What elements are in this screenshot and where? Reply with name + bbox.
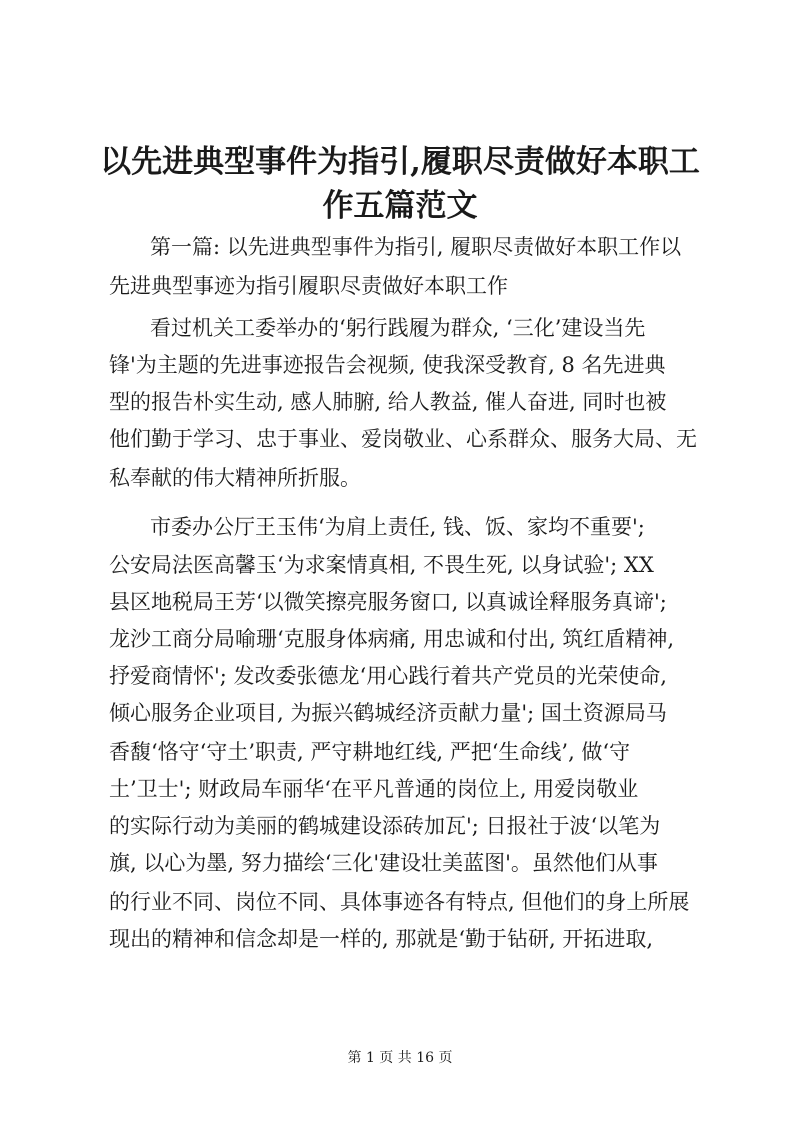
text-line: 型的报告朴实生动, 感人肺腑, 给人教益, 催人奋进, 同时也被 bbox=[109, 390, 667, 414]
text-line: 倾心服务企业项目, 为振兴鹤城经济贡献力量'; 国土资源局马 bbox=[109, 701, 667, 725]
text-line: 锋'为主题的先进事迹报告会视频, 使我深受教育, 8 名先进典 bbox=[109, 353, 666, 377]
document-title-line-1: 以先进典型事件为指引,履职尽责做好本职工 bbox=[100, 144, 700, 180]
text-line: 旗, 以心为墨, 努力描绘‘三化'建设壮美蓝图'。虽然他们从事 bbox=[109, 851, 658, 875]
text-line: 龙沙工商分局喻珊‘克服身体病痛, 用忠诚和付出, 筑红盾精神, bbox=[109, 627, 675, 651]
text-line: 的实际行动为美丽的鹤城建设添砖加瓦'; 日报社于波‘以笔为 bbox=[109, 814, 661, 838]
text-line: 抒爱商情怀'; 发改委张德龙‘用心践行着共产党员的光荣使命, bbox=[109, 664, 667, 688]
text-line: 的行业不同、岗位不同、具体事迹各有特点, 但他们的身上所展 bbox=[109, 890, 690, 914]
page-footer: 第 1 页 共 16 页 bbox=[347, 1050, 453, 1066]
text-line: 私奉献的伟大精神所折服。 bbox=[109, 466, 361, 490]
text-line: 先进典型事迹为指引履职尽责做好本职工作 bbox=[109, 274, 508, 298]
text-line: 现出的精神和信念却是一样的, 那就是‘勤于钻研, 开拓进取, bbox=[109, 927, 654, 951]
text-line: 他们勤于学习、忠于事业、爱岗敬业、心系群众、服务大局、无 bbox=[109, 427, 697, 451]
text-line: 看过机关工委举办的‘躬行践履为群众, ‘三化’建设当先 bbox=[150, 316, 646, 340]
text-line: 第一篇: 以先进典型事件为指引, 履职尽责做好本职工作以 bbox=[150, 235, 682, 259]
text-line: 市委办公厅王玉伟‘为肩上责任, 钱、饭、家均不重要'; bbox=[150, 515, 645, 539]
text-line: 县区地税局王芳‘以微笑擦亮服务窗口, 以真诚诠释服务真谛'; bbox=[109, 590, 667, 614]
text-line: 香馥‘恪守‘守土’职责, 严守耕地红线, 严把‘生命线’, 做‘守 bbox=[109, 740, 631, 764]
text-line: 土’卫士'; 财政局车丽华‘在平凡普通的岗位上, 用爱岗敬业 bbox=[109, 777, 639, 801]
document-title-line-2: 作五篇范文 bbox=[322, 188, 478, 224]
text-line: 公安局法医高馨玉‘为求案情真相, 不畏生死, 以身试验'; XX bbox=[109, 553, 654, 577]
